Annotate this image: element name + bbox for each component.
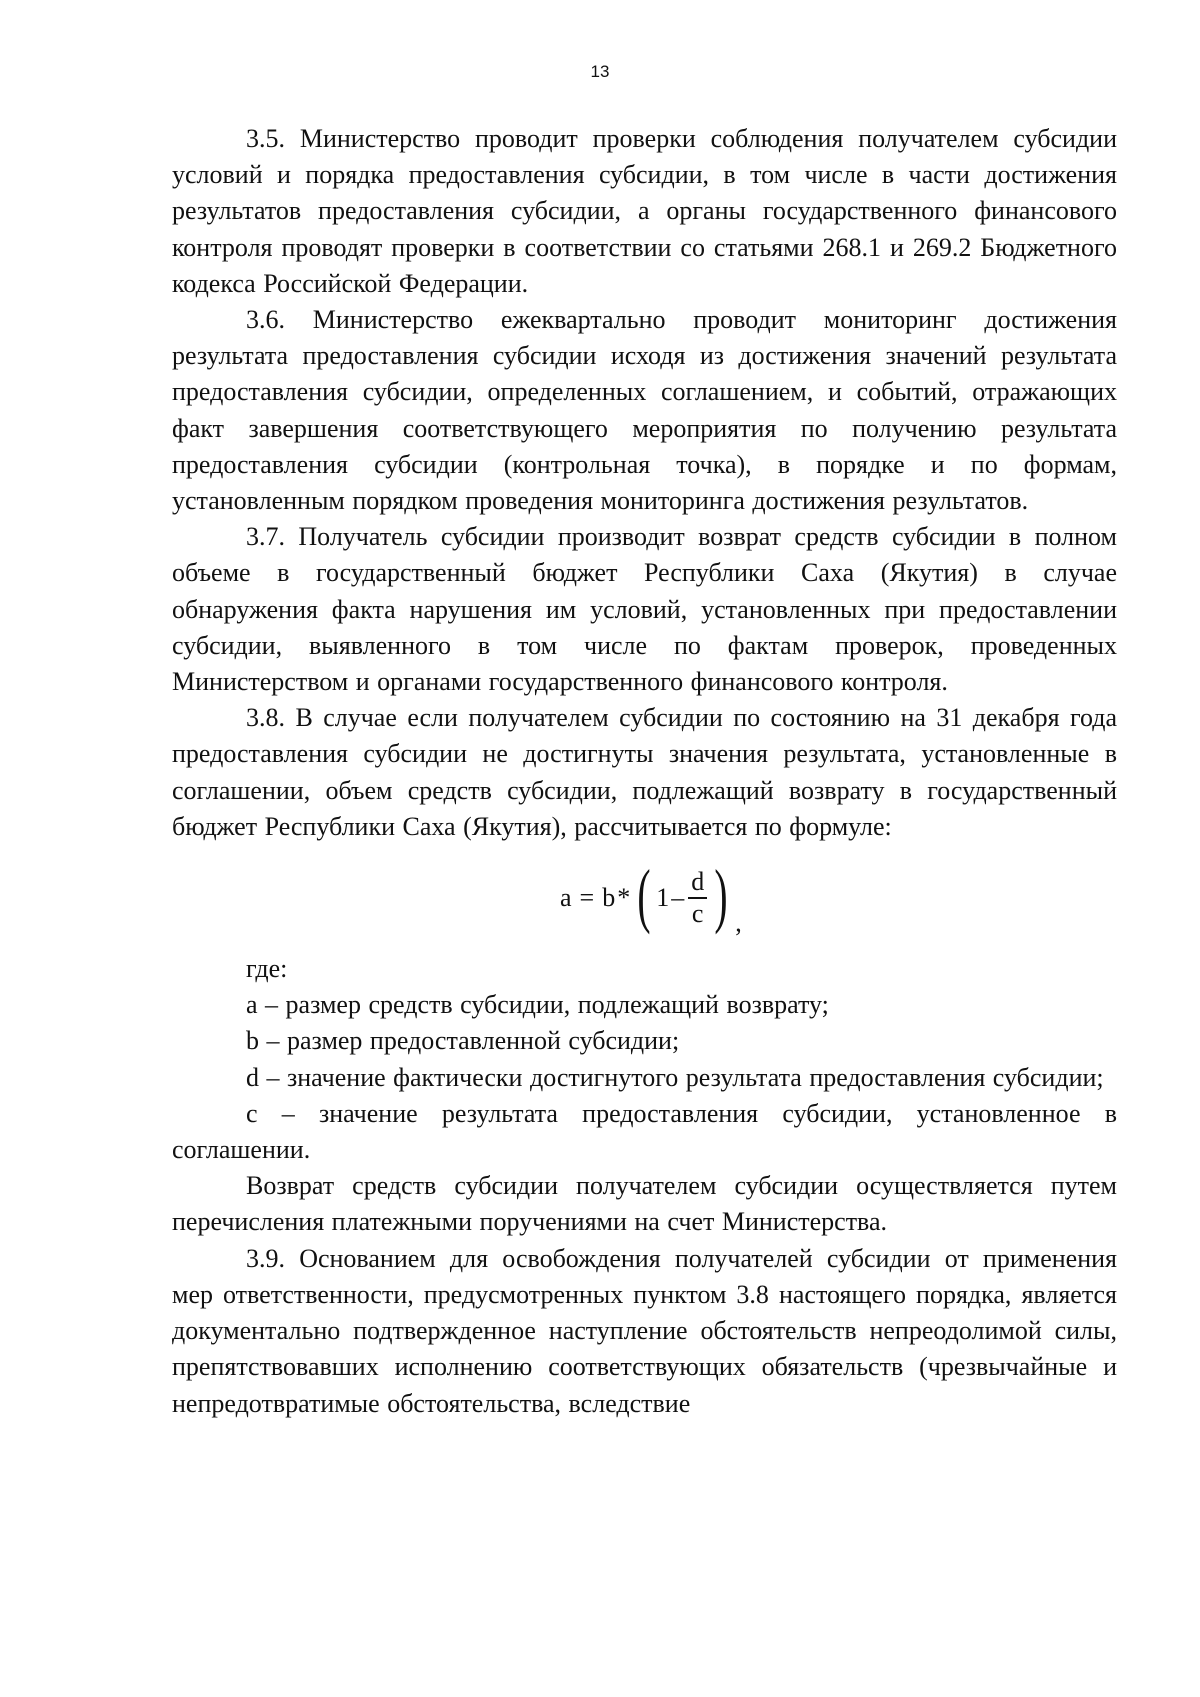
refund-formula [172, 847, 1117, 947]
formula-fraction [688, 867, 707, 929]
formula-right-paren: ) [714, 855, 728, 936]
formula-expression [560, 853, 742, 943]
document-body [172, 121, 1117, 1422]
page-number: 13 [590, 62, 610, 81]
paragraph-3-6: 3.6. Министерство ежеквартально проводит мониторинг достижения результата предоставления субсидии исходя из достижения значений результата предоставления субсидии, определенных соглашением, и событий, отражающих факт завершения соответствующего мероприятия по получению результата предоставления субсидии (контрольная точка), в порядке и по формам, установленным порядком проведения мониторинга достижения результатов. [172, 305, 1117, 516]
paragraph-3-8: 3.8. В случае если получателем субсидии по состоянию на 31 декабря года предоставления субсидии не достигнуты значения результата, установленные в соглашении, объем средств субсидии, подлежащий возврату в государственный бюджет Республики Саха (Якутия), рассчитывается по формуле: [172, 703, 1117, 841]
where-label: где: [246, 954, 288, 984]
paragraph-3-7: 3.7. Получатель субсидии производит возврат средств субсидии в полном объеме в государственный бюджет Республики Саха (Якутия) в случае обнаружения факта нарушения им условий, установленных при предоставлении субсидии, выявленного в том числе по фактам проверок, проведенных Министерством и органами государственного финансового контроля. [172, 522, 1117, 697]
formula-lhs: a [560, 882, 572, 912]
paragraph-3-9: 3.9. Основанием для освобождения получателей субсидии от применения мер ответственности, предусмотренных пунктом 3.8 настоящего порядка, является документально подтвержденное наступление обстоятельств непреодолимой силы, препятствовавших исполнению соответствующих обязательств (чрезвычайные и непредотвратимые обстоятельства, вследствие [172, 1243, 1117, 1418]
refund-paragraph: Возврат средств субсидии получателем субсидии осуществляется путем перечисления платежными поручениями на счет Министерства. [172, 1171, 1117, 1237]
formula-left-paren: ( [637, 855, 651, 936]
formula-minus: – [671, 882, 685, 912]
definition-b: b – размер предоставленной субсидии; [246, 1026, 680, 1056]
formula-numerator: d [691, 867, 705, 897]
formula-denominator: c [691, 898, 704, 928]
formula-b: b [602, 882, 616, 912]
definition-c: c – значение результата предоставления субсидии, установленное в соглашении. [172, 1098, 1117, 1165]
formula-equals: = [579, 882, 595, 912]
definition-d: d – значение фактически достигнутого результата предоставления субсидии; [246, 1062, 1104, 1092]
formula-one: 1 [656, 882, 670, 912]
paragraph-3-5: 3.5. Министерство проводит проверки соблюдения получателем субсидии условий и порядка предоставления субсидии, в том числе в части достижения результатов предоставления субсидии, а органы государственного финансового контроля проводят проверки в соответствии со статьями 268.1 и 269.2 Бюджетного кодекса Российской Федерации. [172, 124, 1117, 298]
definition-a: a – размер средств субсидии, подлежащий возврату; [246, 990, 829, 1020]
formula-comma: , [735, 907, 742, 937]
formula-times: * [617, 882, 631, 912]
